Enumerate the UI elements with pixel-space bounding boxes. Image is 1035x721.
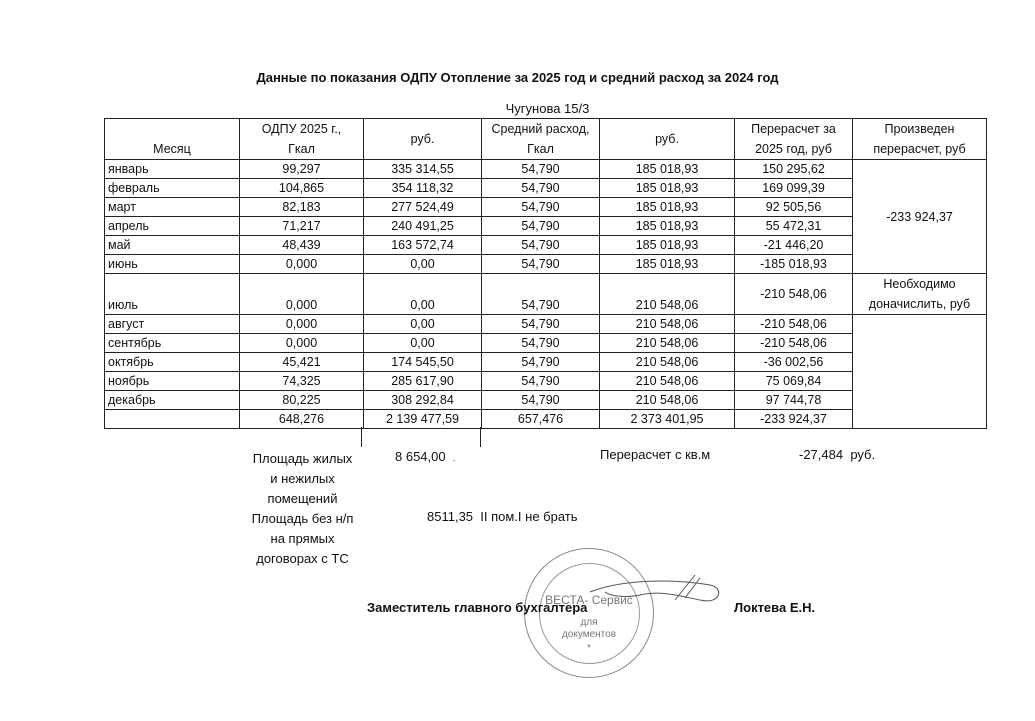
cell-recalc: -185 018,93 [735, 255, 853, 274]
cell-rub-avg: 185 018,93 [600, 198, 735, 217]
cell-rub-actual: 277 524,49 [364, 198, 482, 217]
cell-rub-actual: 308 292,84 [364, 391, 482, 410]
heating-data-table [104, 118, 987, 429]
cell-month: июнь [105, 255, 240, 274]
header-odpu: ОДПУ 2025 г., Гкал [240, 119, 364, 160]
cell-odpu: 74,325 [240, 372, 364, 391]
header-done-recalc: Произведен перерасчет, руб [853, 119, 987, 160]
signer-position: Заместитель главного бухгалтера [367, 600, 588, 615]
cell-odpu: 0,000 [240, 274, 364, 315]
cell-odpu: 0,000 [240, 315, 364, 334]
cell-avg: 54,790 [482, 160, 600, 179]
cell-avg: 54,790 [482, 217, 600, 236]
cell-month: март [105, 198, 240, 217]
table-line-stub [361, 427, 362, 447]
cell-rub-actual: 0,00 [364, 255, 482, 274]
cell-avg: 54,790 [482, 236, 600, 255]
recalc-per-sqm-value: -27,484 руб. [799, 447, 876, 462]
cell-odpu: 71,217 [240, 217, 364, 236]
area-value: 8 654,00 . [395, 449, 456, 464]
cell-rub-avg: 185 018,93 [600, 160, 735, 179]
cell-done-recalc-total: -233 924,37 [853, 160, 987, 274]
total-avg: 657,476 [482, 410, 600, 429]
cell-rub-actual: 0,00 [364, 315, 482, 334]
cell-rub-avg: 210 548,06 [600, 353, 735, 372]
total-rub-avg: 2 373 401,95 [600, 410, 735, 429]
cell-odpu: 82,183 [240, 198, 364, 217]
cell-recalc: 75 069,84 [735, 372, 853, 391]
cell-recalc: -210 548,06 [735, 315, 853, 334]
cell-recalc: 150 295,62 [735, 160, 853, 179]
cell-rub-actual: 0,00 [364, 334, 482, 353]
cell-month: август [105, 315, 240, 334]
cell-recalc: -210 548,06 [735, 334, 853, 353]
header-month: Месяц [105, 119, 240, 160]
stamp-line1: для [580, 617, 598, 628]
cell-rub-actual: 335 314,55 [364, 160, 482, 179]
cell-rub-avg: 210 548,06 [600, 274, 735, 315]
cell-rub-avg: 185 018,93 [600, 217, 735, 236]
cell-avg: 54,790 [482, 391, 600, 410]
stamp-company: ВЕСТА- Сервис [545, 593, 633, 607]
cell-rub-avg: 210 548,06 [600, 372, 735, 391]
recalc-per-sqm-label: Перерасчет с кв.м [600, 447, 711, 462]
cell-recalc: -210 548,06 [735, 274, 853, 315]
cell-recalc: 55 472,31 [735, 217, 853, 236]
table-row [105, 160, 987, 179]
header-rub-avg: руб. [600, 119, 735, 160]
cell-avg: 54,790 [482, 353, 600, 372]
cell-rub-avg: 185 018,93 [600, 255, 735, 274]
cell-month: апрель [105, 217, 240, 236]
total-odpu: 648,276 [240, 410, 364, 429]
cell-odpu: 0,000 [240, 334, 364, 353]
area2-value: 8511,35 II пом.I не брать [427, 509, 578, 524]
signer-name: Локтева Е.Н. [734, 600, 816, 615]
cell-month: декабрь [105, 391, 240, 410]
table-row [105, 274, 987, 315]
cell-avg: 54,790 [482, 372, 600, 391]
cell-odpu: 48,439 [240, 236, 364, 255]
cell-odpu: 45,421 [240, 353, 364, 372]
cell-month [105, 410, 240, 429]
cell-recalc: -21 446,20 [735, 236, 853, 255]
cell-rub-actual: 240 491,25 [364, 217, 482, 236]
cell-odpu: 104,865 [240, 179, 364, 198]
table-line-stub [480, 427, 481, 447]
cell-recalc: 97 744,78 [735, 391, 853, 410]
cell-recalc: 92 505,56 [735, 198, 853, 217]
document-address: Чугунова 15/3 [505, 101, 590, 116]
cell-rub-avg: 210 548,06 [600, 391, 735, 410]
cell-rub-avg: 210 548,06 [600, 334, 735, 353]
cell-needed-value [853, 315, 987, 429]
cell-month: май [105, 236, 240, 255]
cell-odpu: 80,225 [240, 391, 364, 410]
cell-month: июль [105, 274, 240, 315]
cell-avg: 54,790 [482, 334, 600, 353]
cell-avg: 54,790 [482, 179, 600, 198]
cell-rub-actual: 354 118,32 [364, 179, 482, 198]
cell-rub-actual: 163 572,74 [364, 236, 482, 255]
cell-odpu: 0,000 [240, 255, 364, 274]
document-title: Данные по показания ОДПУ Отопление за 2025 год и средний расход за 2024 год [256, 70, 779, 85]
stamp-line2: документов [561, 629, 617, 640]
cell-avg: 54,790 [482, 198, 600, 217]
total-rub-actual: 2 139 477,59 [364, 410, 482, 429]
cell-recalc: -36 002,56 [735, 353, 853, 372]
signature [580, 570, 730, 615]
total-recalc: -233 924,37 [735, 410, 853, 429]
cell-needed-header: Необходимо доначислить, руб [853, 274, 987, 315]
cell-month: октябрь [105, 353, 240, 372]
cell-month: сентябрь [105, 334, 240, 353]
cell-rub-actual: 0,00 [364, 274, 482, 315]
cell-rub-avg: 185 018,93 [600, 179, 735, 198]
area-label: Площадь жилых и нежилых помещений Площадь без н/п на прямых договорах с ТС [251, 451, 354, 566]
cell-rub-avg: 185 018,93 [600, 236, 735, 255]
area2-note: II пом.I не брать [480, 509, 578, 524]
header-avg: Средний расход, Гкал [482, 119, 600, 160]
cell-rub-actual: 285 617,90 [364, 372, 482, 391]
cell-recalc: 169 099,39 [735, 179, 853, 198]
header-recalc: Перерасчет за 2025 год, руб [735, 119, 853, 160]
header-rub-actual: руб. [364, 119, 482, 160]
cell-rub-avg: 210 548,06 [600, 315, 735, 334]
cell-avg: 54,790 [482, 274, 600, 315]
cell-odpu: 99,297 [240, 160, 364, 179]
table-header-row [105, 119, 987, 160]
cell-avg: 54,790 [482, 315, 600, 334]
cell-avg: 54,790 [482, 255, 600, 274]
cell-month: февраль [105, 179, 240, 198]
cell-rub-actual: 174 545,50 [364, 353, 482, 372]
cell-month: ноябрь [105, 372, 240, 391]
stamp-star: * [587, 643, 591, 654]
cell-month: январь [105, 160, 240, 179]
table-row [105, 315, 987, 334]
